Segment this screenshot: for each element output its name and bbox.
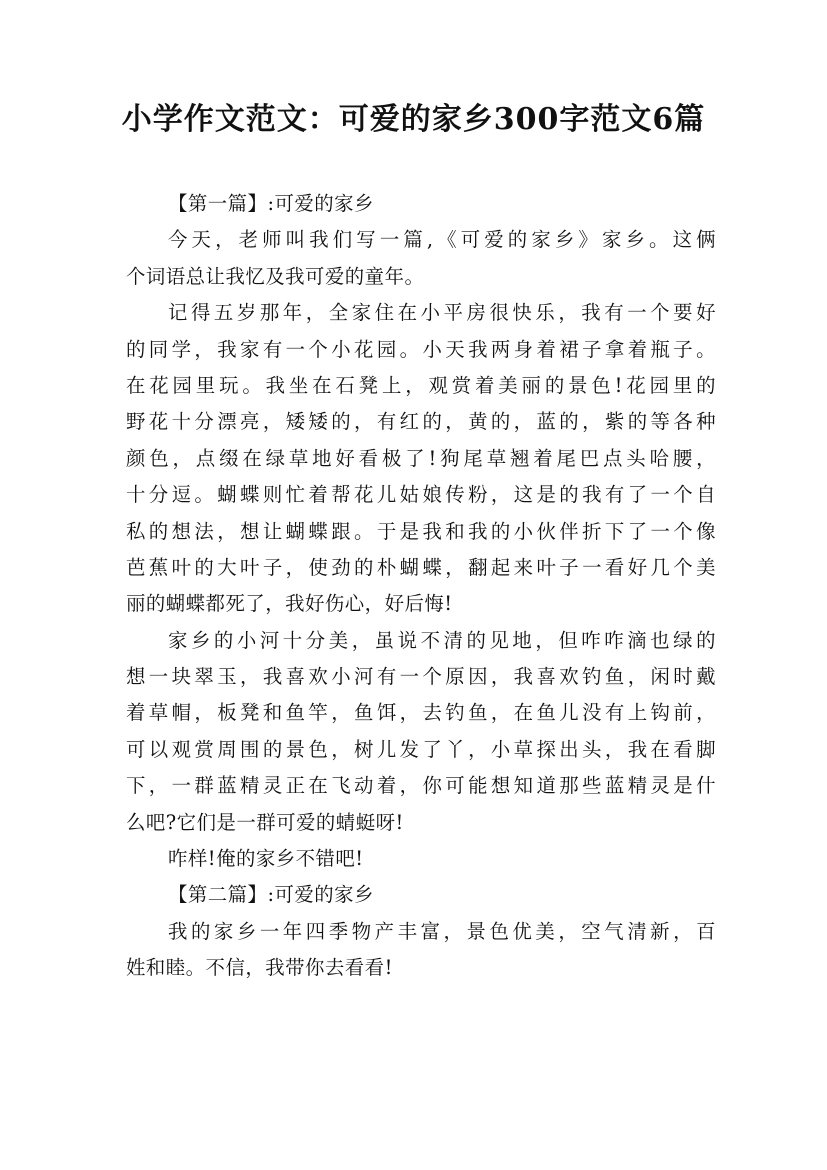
section-heading: 【第一篇】:可爱的家乡: [168, 192, 374, 215]
paragraph: [126, 623, 716, 841]
paragraph-line: 十分逗。蝴蝶则忙着帮花儿姑娘传粉，这是的我有了一个自: [126, 483, 716, 507]
paragraph-line: 芭蕉叶的大叶子，使劲的朴蝴蝶，翻起来叶子一看好几个美: [126, 555, 716, 579]
paragraph-line: 颜色，点缀在绿草地好看极了!狗尾草翘着尾巴点头哈腰，: [126, 446, 716, 470]
paragraph-line: 着草帽，板凳和鱼竿，鱼饵，去钓鱼，在鱼儿没有上钩前，: [126, 701, 716, 725]
paragraph-line: 野花十分漂亮，矮矮的，有红的，黄的，蓝的，紫的等各种: [126, 410, 716, 434]
paragraph-line: 下，一群蓝精灵正在飞动着，你可能想知道那些蓝精灵是什: [126, 774, 716, 798]
paragraph-line: 我的家乡一年四季物产丰富，景色优美，空气清新，百: [168, 919, 716, 943]
paragraph: [126, 841, 716, 877]
paragraph-line: 想一块翠玉，我喜欢小河有一个原因，我喜欢钓鱼，闲时戴: [126, 665, 716, 689]
paragraph-line: 可以观赏周围的景色，树儿发了丫，小草探出头，我在看脚: [126, 737, 716, 761]
paragraph: [126, 295, 716, 623]
paragraph-line: 咋样!俺的家乡不错吧!: [168, 847, 364, 871]
document-title: 小学作文范文：可爱的家乡300字范文6篇: [121, 102, 706, 137]
paragraph-line: 家乡的小河十分美，虽说不清的见地，但咋咋滴也绿的: [168, 628, 716, 652]
section-heading: 【第二篇】:可爱的家乡: [168, 883, 374, 907]
paragraph-line: 私的想法，想让蝴蝶跟。于是我和我的小伙伴折下了一个像: [126, 519, 716, 543]
paragraph: [126, 222, 716, 295]
paragraph: [126, 914, 716, 987]
paragraph-line: 记得五岁那年，全家住在小平房很快乐，我有一个要好: [168, 301, 716, 325]
paragraph-line: 个词语总让我忆及我可爱的童年。: [126, 264, 425, 288]
paragraph-line: 在花园里玩。我坐在石凳上，观赏着美丽的景色!花园里的: [126, 373, 716, 397]
document-body: [126, 186, 716, 987]
paragraph-line: 么吧?它们是一群可爱的蜻蜓呀!: [126, 810, 404, 834]
paragraph-line: 今天，老师叫我们写一篇,《可爱的家乡》家乡。这俩: [168, 228, 716, 252]
paragraph-line: 的同学，我家有一个小花园。小天我两身着裙子拿着瓶子。: [126, 337, 716, 361]
paragraph-line: 丽的蝴蝶都死了，我好伤心，好后悔!: [126, 592, 453, 616]
paragraph-line: 姓和睦。不信，我带你去看看!: [126, 956, 393, 980]
